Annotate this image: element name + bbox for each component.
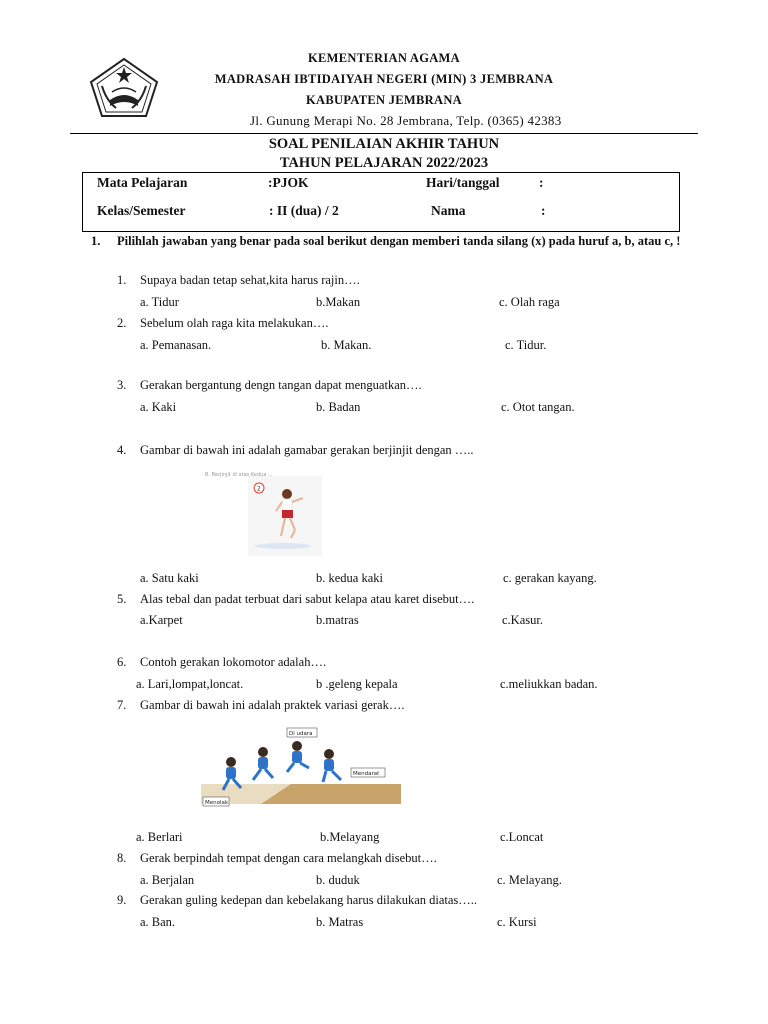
question-9-option-c[interactable]: c. Kursi <box>497 915 537 929</box>
question-3-option-c[interactable]: c. Otot tangan. <box>501 400 575 414</box>
exam-title: SOAL PENILAIAN AKHIR TAHUN <box>268 136 500 152</box>
class-label: Kelas/Semester <box>97 203 186 218</box>
question-4-option-c[interactable]: c. gerakan kayang. <box>503 571 597 585</box>
question-number: 6. <box>117 655 127 669</box>
figure4-caption: B. Berjinjit di atas Kedua ... <box>205 472 273 478</box>
instruction-text: Pilihlah jawaban yang benar pada soal berikut dengan memberi tanda silang (x) pada huruf a, b, atau c, ! <box>117 234 681 248</box>
question-text: Sebelum olah raga kita melakukan…. <box>140 316 329 330</box>
question-4-option-b[interactable]: b. kedua kaki <box>316 571 383 585</box>
question-2-option-a[interactable]: a. Pemanasan. <box>140 338 212 352</box>
school-address: Jl. Gunung Merapi No. 28 Jembrana, Telp. (0365) 42383 <box>250 113 562 128</box>
question-7-option-a[interactable]: a. Berlari <box>136 830 183 844</box>
subject-label: Mata Pelajaran <box>97 175 188 190</box>
figure4-badge: 2 <box>257 485 261 493</box>
question-6-option-c[interactable]: c.meliukkan badan. <box>500 677 598 691</box>
question-4-option-a[interactable]: a. Satu kaki <box>140 571 199 585</box>
question-text: Gerak berpindah tempat dengan cara melangkah disebut…. <box>140 851 437 865</box>
question-number: 4. <box>117 443 127 457</box>
instruction-number: 1. <box>91 234 101 248</box>
question-1-option-a[interactable]: a. Tidur <box>140 295 179 309</box>
question-5-option-b[interactable]: b.matras <box>316 613 359 627</box>
question-text: Contoh gerakan lokomotor adalah…. <box>140 655 327 669</box>
tiptoe-child-illustration <box>203 468 323 556</box>
question-7-option-c[interactable]: c.Loncat <box>500 830 544 844</box>
question-number: 2. <box>117 316 127 330</box>
question-6-option-b[interactable]: b .geleng kepala <box>316 677 398 691</box>
question-text: Gerakan bergantung dengn tangan dapat menguatkan…. <box>140 378 422 392</box>
question-number: 1. <box>117 273 127 287</box>
school-year: TAHUN PELAJARAN 2022/2023 <box>279 155 489 171</box>
student-info-box <box>82 172 680 232</box>
question-6-option-a[interactable]: a. Lari,lompat,loncat. <box>136 677 244 691</box>
question-9-option-b[interactable]: b. Matras <box>316 915 364 929</box>
jumping-children-illustration <box>201 724 401 812</box>
question-8-option-a[interactable]: a. Berjalan <box>140 873 195 887</box>
question-5-option-c[interactable]: c.Kasur. <box>502 613 543 627</box>
question-text: Alas tebal dan padat terbuat dari sabut kelapa atau karet disebut…. <box>140 592 475 606</box>
question-number: 3. <box>117 378 127 392</box>
question-number: 9. <box>117 893 127 907</box>
question-1-option-c[interactable]: c. Olah raga <box>499 295 560 309</box>
figure-locomotor-variation <box>201 724 401 812</box>
question-5-option-a[interactable]: a.Karpet <box>140 613 183 627</box>
question-text: Gambar di bawah ini adalah gamabar gerakan berjinjit dengan ….. <box>140 443 474 457</box>
school-name: MADRASAH IBTIDAIYAH NEGERI (MIN) 3 JEMBRANA <box>214 72 554 86</box>
figure7-label-right: Mendarat <box>353 771 380 777</box>
question-1-option-b[interactable]: b.Makan <box>316 295 361 309</box>
name-label: Nama <box>431 203 466 218</box>
class-value: : II (dua) / 2 <box>269 203 339 218</box>
name-field[interactable]: : <box>541 203 546 218</box>
question-text: Supaya badan tetap sehat,kita harus rajin…. <box>140 273 360 287</box>
regency-name: KABUPATEN JEMBRANA <box>306 93 462 107</box>
question-2-option-b[interactable]: b. Makan. <box>321 338 372 352</box>
date-label: Hari/tanggal <box>426 175 500 190</box>
question-number: 7. <box>117 698 127 712</box>
question-2-option-c[interactable]: c. Tidur. <box>505 338 547 352</box>
figure7-label-left: Menolak <box>205 800 229 806</box>
figure7-label-top: Di udara <box>289 731 313 737</box>
question-7-option-b[interactable]: b.Melayang <box>320 830 380 844</box>
question-8-option-b[interactable]: b. duduk <box>316 873 360 887</box>
ministry-name: KEMENTERIAN AGAMA <box>308 51 460 65</box>
question-3-option-a[interactable]: a. Kaki <box>140 400 177 414</box>
header-divider <box>70 133 698 134</box>
question-3-option-b[interactable]: b. Badan <box>316 400 361 414</box>
question-text: Gerakan guling kedepan dan kebelakang harus dilakukan diatas….. <box>140 893 478 907</box>
subject-value: :PJOK <box>268 175 309 190</box>
figure-tiptoe <box>203 468 323 556</box>
question-number: 8. <box>117 851 127 865</box>
instruction <box>91 233 681 249</box>
question-9-option-a[interactable]: a. Ban. <box>140 915 176 929</box>
question-8-option-c[interactable]: c. Melayang. <box>497 873 562 887</box>
question-text: Gambar di bawah ini adalah praktek variasi gerak…. <box>140 698 405 712</box>
question-number: 5. <box>117 592 127 606</box>
date-field[interactable]: : <box>539 175 544 190</box>
